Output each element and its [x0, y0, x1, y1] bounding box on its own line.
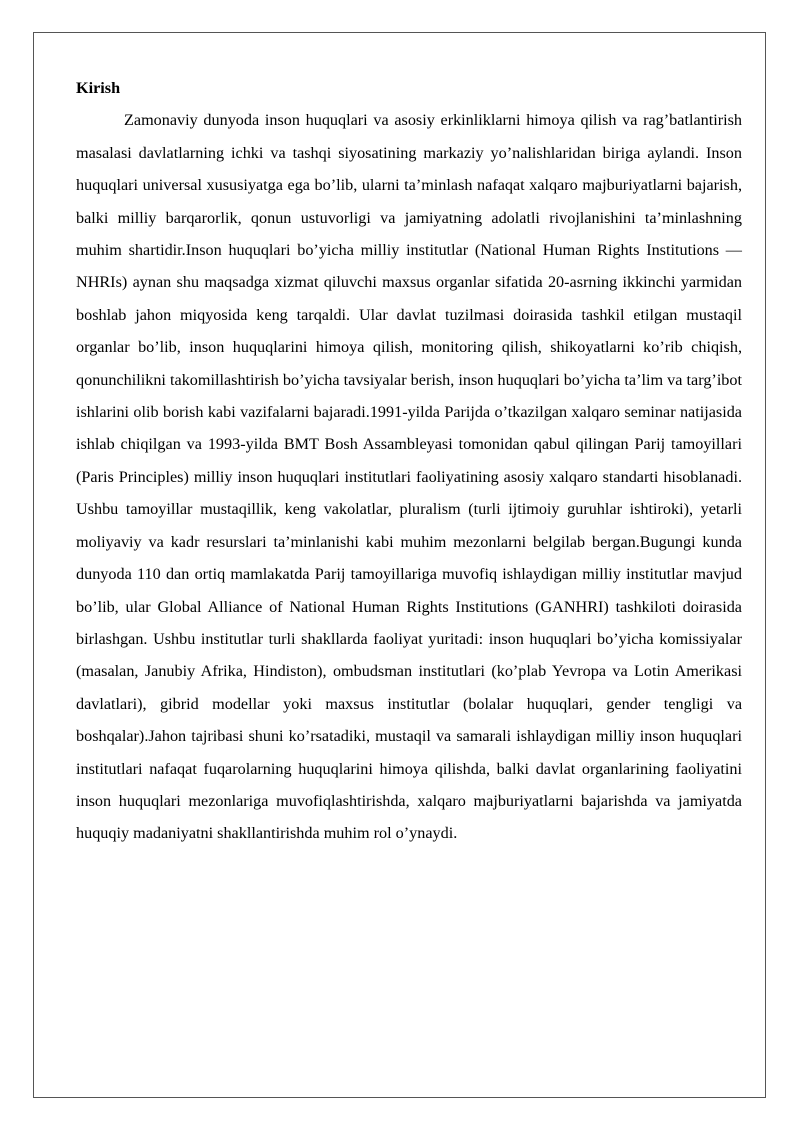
document-content: [76, 72, 742, 850]
section-heading: Kirish: [76, 79, 121, 97]
body-paragraph: Zamonaviy dunyoda inson huquqlari va asosiy erkinliklarni himoya qilish va rag’batlantirish masalasi davlatlarning ichki va tashqi siyosatining markaziy yo’nalishlaridan biriga aylandi. Inson huquqlari universal xususiyatga ega bo’lib, ularni ta’minlash nafaqat xalqaro majburiyatlarni bajarish, balki milliy barqarorlik, qonun ustuvorligi va jamiyatning adolatli rivojlanishini ta’minlashning muhim shartidir.Inson huquqlari bo’yicha milliy institutlar (National Human Rights Institutions — NHRIs) aynan shu maqsadga xizmat qiluvchi maxsus organlar sifatida 20-asrning ikkinchi yarmidan boshlab jahon miqyosida keng tarqaldi. Ular davlat tuzilmasi doirasida tashkil etilgan mustaqil organlar bo’lib, inson huquqlarini himoya qilish, monitoring qilish, shikoyatlarni ko’rib chiqish, qonunchilikni takomillashtirish bo’yicha tavsiyalar berish, inson huquqlari bo’yicha ta’lim va targ’ibot ishlarini olib borish kabi vazifalarni bajaradi.1991-yilda Parijda o’tkazilgan xalqaro seminar natijasida ishlab chiqilgan va 1993-yilda BMT Bosh Assambleyasi tomonidan qabul qilingan Parij tamoyillari (Paris Principles) milliy inson huquqlari institutlari faoliyatining asosiy xalqaro standarti hisoblanadi. Ushbu tamoyillar mustaqillik, keng vakolatlar, pluralism (turli ijtimoiy guruhlar ishtiroki), yetarli moliyaviy va kadr resurslari ta’minlanishi kabi muhim mezonlarni belgilab bergan.Bugungi kunda dunyoda 110 dan ortiq mamlakatda Parij tamoyillariga muvofiq ishlaydigan milliy institutlar mavjud bo’lib, ular Global Alliance of National Human Rights Institutions (GANHRI) tashkiloti doirasida birlashgan. Ushbu institutlar turli shakllarda faoliyat yuritadi: inson huquqlari bo’yicha komissiyalar (masalan, Janubiy Afrika, Hindiston), ombudsman institutlari (ko’plab Yevropa va Lotin Amerikasi davlatlari), gibrid modellar yoki maxsus institutlar (bolalar huquqlari, gender tengligi va boshqalar).Jahon tajribasi shuni ko’rsatadiki, mustaqil va samarali ishlaydigan milliy inson huquqlari institutlari nafaqat fuqarolarning huquqlarini himoya qilishda, balki davlat organlarining faoliyatini inson huquqlari mezonlariga muvofiqlashtirishda, xalqaro majburiyatlarni bajarishda va jamiyatda huquqiy madaniyatni shakllantirishda muhim rol o’ynaydi.: [76, 111, 742, 843]
